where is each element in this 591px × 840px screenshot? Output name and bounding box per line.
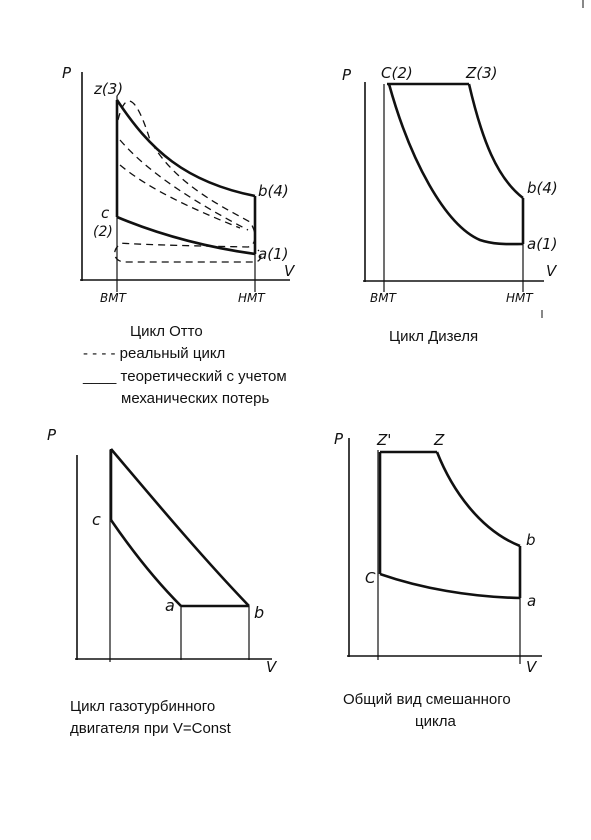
otto-p-label: P [62,64,72,82]
gas-expansion-line [111,449,249,606]
otto-real-loop-inner [120,140,248,230]
mixed-point-b-label: b [526,531,536,549]
gas-point-c-label: c [92,510,101,529]
otto-real-loop-inner2 [120,165,240,228]
gas-point-b-label: b [254,603,265,622]
otto-tick-hmt: HMT [238,291,265,305]
gas-title-line2: двигателя при V=Const [70,720,231,737]
gas-point-a-label: a [165,596,175,615]
gas-turbine-diagram [47,426,278,676]
otto-legend-solid-line1: теоретический с учетом [120,368,287,385]
otto-diagram [62,64,296,305]
mixed-p-label: P [334,430,344,448]
mixed-v-label: V [526,658,537,676]
gas-title-line1: Цикл газотурбинного [70,698,216,715]
gas-p-label: P [47,426,57,444]
diesel-p-label: P [342,66,352,84]
mixed-expansion-curve [437,452,520,546]
otto-legend-solid [83,366,287,388]
mixed-compression-curve [380,574,520,598]
diesel-tick-bmt: BMT [370,291,396,305]
otto-tick-bmt: BMT [100,291,126,305]
mixed-title-line1: Общий вид смешанного [343,691,511,708]
otto-v-label: V [284,262,295,280]
otto-legend-solid-mark: ____ [83,368,117,385]
otto-point-b-label: b(4) [258,182,289,200]
mixed-point-c-label: C [365,569,376,587]
diesel-point-z-label: Z(3) [466,64,498,82]
otto-point-a-label: a(1) [258,245,289,263]
otto-point-z-label: z(3) [94,80,124,98]
diesel-expansion-curve [469,84,523,198]
otto-legend-dashed: - - - - реальный цикл [83,345,226,362]
diesel-diagram [342,64,558,305]
diesel-tick-hmt: HMT [506,291,533,305]
diesel-v-label: V [546,262,557,280]
mixed-point-z-label: Z [434,431,445,449]
diesel-compression-curve [389,84,523,244]
diesel-point-a-label: a(1) [527,235,558,253]
otto-point-c-label: c [101,204,110,222]
mixed-title-line2: цикла [415,713,456,730]
diesel-point-c-label: C(2) [381,64,413,82]
diesel-title: Цикл Дизеля [389,328,479,345]
otto-title: Цикл Отто [130,323,203,340]
mixed-point-z1-label: Z' [377,431,392,449]
mixed-diagram [334,430,542,676]
otto-compression-curve [117,217,255,254]
otto-point-c-num-label: (2) [93,224,113,240]
gas-compression-line [111,520,181,606]
otto-real-pump-loop [115,246,261,262]
diesel-point-b-label: b(4) [527,179,558,197]
mixed-point-a-label: a [527,592,537,610]
gas-v-label: V [266,658,277,676]
otto-legend-solid-line2: механических потерь [121,390,270,407]
